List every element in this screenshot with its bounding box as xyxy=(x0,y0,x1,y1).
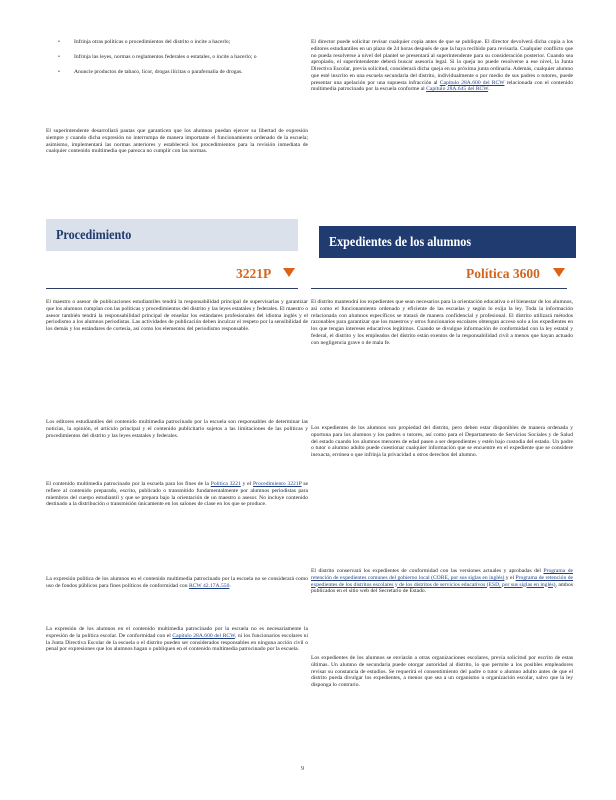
right-paragraph-4: Los expedientes de los alumnos se enviarán a otras organizaciones escolares, previa solicitud por escrito de estas últimas. Un alumno de secundaria puede otorgar autoridad al distrito, lo que permite a los posibles empleadores revisar su constancia de estudios. Se requerirá el consentimiento del padre o tutor o alumno adulto antes de que el distrito pueda divulgar los expedientes, a menos que sea a un organismo u organización escolar, salvo que la ley disponga lo contrario. xyxy=(311,655,573,688)
left-bullet-list xyxy=(46,39,308,75)
procedure-title: Procedimiento xyxy=(56,227,132,242)
left-paragraph-1: El maestro o asesor de publicaciones estudiantiles tendrá la responsabilidad principal de supervisarlas y garantizar que los alumnos cumplan con las políticas y procedimientos del distrito y las leyes estatales y federales. El maestro o asesor también tendrá la responsabilidad principal de enseñar los estándares profesionales del idioma inglés y el periodismo a los alumnos periodistas. Las actividades de publicación deben inculcar el respeto por la sensibilidad de los demás y los estándares de cortesía, así como los elementos del periodismo responsable. xyxy=(46,299,308,332)
left-paragraph-3: El contenido multimedia patrocinado por la escuela para los fines de la Política 3221 y el Procedimiento 3221P se refiere al contenido preparado, escrito, publicado o transmitido fundamentalmente por alumnos periodistas para miembros del cuerpo estudiantil y que se prepara bajo la orientación de un maestro o asesor. No incluye contenido destinado a la distribución o transmisión únicamente en los salones de clase en los que se produce. xyxy=(46,481,308,508)
list-item xyxy=(46,54,308,61)
right-paragraph-1: El distrito mantendrá los expedientes que sean necesarios para la orientación educativa o el bienestar de los alumnos, así como el funcionamiento ordenado y eficiente de las escuelas y según lo exija la ley. Toda la información relacionada con alumnos específicos se tratará de manera confidencial y profesional. El distrito utilizará métodos razonables para garantizar que los maestros y otros funcionarios escolares obtengan acceso solo a los expedientes en los que tengan intereses educativos legítimos. Cuando se divulgue información de conformidad con la ley estatal y federal, el distrito y los empleados del distrito están exentos de la responsabilidad civil a menos que hayan actuado con negligencia grave o de mala fe. xyxy=(311,299,573,346)
list-item xyxy=(46,39,308,46)
rcw-42-17a-550-link[interactable]: RCW 42.17A.550 xyxy=(188,582,230,589)
right-paragraph-3: El distrito conservará los expedientes de conformidad con las versiones actuales y aprobadas del Programa de retención de expedientes comunes del gobierno local (CORE, por sus siglas en inglés) y el Programa de retención de expedientes de los distritos escolares y de los distritos de servicios educativos (ESD, por sus siglas en inglés), ambos publicados en el sitio web del Secretario de Estado. xyxy=(311,568,574,595)
procedure-code: 3221P xyxy=(236,266,272,281)
bullet-marker: • xyxy=(58,53,60,60)
records-banner xyxy=(319,226,576,258)
core-retention-schedule-link[interactable]: Programa de retención de expedientes comunes del gobierno local (CORE, por sus siglas en inglés) xyxy=(311,568,573,581)
left-paragraph-4: La expresión política de los alumnos en el contenido multimedia patrocinado por la escuela no se considerará como uso de fondos públicos para fines políticos de conformidad con RCW 42.17A.550. xyxy=(46,576,308,589)
bullet-text: Infrinja otras políticas o procedimientos del distrito o incite a hacerlo; xyxy=(74,39,231,45)
procedure-3221p-link[interactable]: Procedimiento 3221P xyxy=(253,481,302,487)
section-divider xyxy=(311,288,567,289)
section-divider xyxy=(46,288,298,289)
esd-retention-schedule-link[interactable]: Programa de retención de expedientes de los distritos escolares y de los distritos de servicios educativos (ESD, por sus siglas en inglés) xyxy=(311,574,574,588)
page-number: 9 xyxy=(301,766,304,772)
right-top-paragraph: El director puede solicitar revisar cualquier copia antes de que se publique. El director devolverá dicha copia a los editores estudiantiles en un plazo de 24 horas después de que la haya recibido para revisarla. Cualquier conflicto que no pueda resolverse a nivel del plantel se presentará al superintendente para su consideración posterior. Cuando sea apropiado, el superintendente deberá buscar asesoría legal. Si la queja no puede resolverse a ese nivel, la Junta Directiva Escolar, previa solicitud, considerará dicha queja en su próxima junta ordinaria. Además, cualquier alumno que esté inscrito en una escuela secundaria del distrito, individualmente o por medio de sus padres o tutores, puede presentar una apelación por una supuesta infracción al Capítulo 28A.600 del RCW relacionada con el contenido multimedia patrocinado por la escuela conforme al Capítulo 28A.645 del RCW. xyxy=(311,39,573,93)
bullet-text: Infrinja las leyes, normas o reglamentos federales o estatales, o incite a hacerlo; o xyxy=(74,53,257,60)
rcw-28a-600-link[interactable]: Capítulo 28A.600 del RCW xyxy=(172,632,235,639)
triangle-marker-icon xyxy=(283,268,295,277)
right-paragraph-2: Los expedientes de los alumnos son propiedad del distrito, pero deben estar disponibles de manera ordenada y oportuna para los alumnos y los padres o tutores, así como para el Departamento de Servicios Sociales y de Salud del estado cuando los alumnos menores de edad pasen a ser dependientes y estén bajo custodia del estado. Un padre o tutor o alumno adulto puede cuestionar cualquier información que se encuentre en el expediente que se considere inexacta, errónea o que infrinja la privacidad u otros derechos del alumno. xyxy=(311,425,573,458)
policy-3221-link[interactable]: Política 3221 xyxy=(210,481,241,487)
bullet-marker: • xyxy=(58,39,60,45)
list-item xyxy=(46,69,308,76)
rcw-28a-645-link[interactable]: Capítulo 28A.645 del RCW xyxy=(426,86,489,93)
rcw-28a-600-link[interactable]: Capítulo 28A.600 del RCW xyxy=(439,79,505,86)
records-title: Expedientes de los alumnos xyxy=(329,234,472,249)
superintendent-paragraph: El superintendente desarrollará pautas que garanticen que los alumnos puedan ejercer su libertad de expresión siempre y cuando dicha expresión no interrumpa de manera importante el funcionamiento ordenado de la escuela; asimismo, implementará las normas anteriores y establecerá los procedimientos para la revisión inmediata de cualquier contenido multimedia que parezca no cumplir con las normas. xyxy=(46,128,308,155)
bullet-marker: • xyxy=(58,68,60,75)
policy-code: Política 3600 xyxy=(466,266,540,281)
left-paragraph-2: Los editores estudiantiles del contenido multimedia patrocinado por la escuela son responsables de determinar las noticias, la opinión, el artículo principal y el contenido publicitario sujetos a las limitaciones de las políticas y procedimientos del distrito y las leyes estatales y federales. xyxy=(46,419,308,439)
procedure-banner xyxy=(46,219,298,251)
left-paragraph-5: La expresión de los alumnos en el contenido multimedia patrocinado por la escuela no es necesariamente la expresión de la política escolar. De conformidad con el Capítulo 28A.600 del RCW, ni los funcionarios escolares ni la Junta Directiva Escolar de la escuela o el distrito pueden ser considerados responsables en ninguna acción civil o penal por expresiones que los alumnos hagan o publiquen en el contenido multimedia patrocinado por la escuela. xyxy=(46,626,308,653)
bullet-text: Anuncie productos de tabaco, licor, drogas ilícitas o parafernalia de drogas. xyxy=(74,68,243,75)
triangle-marker-icon xyxy=(553,268,565,277)
